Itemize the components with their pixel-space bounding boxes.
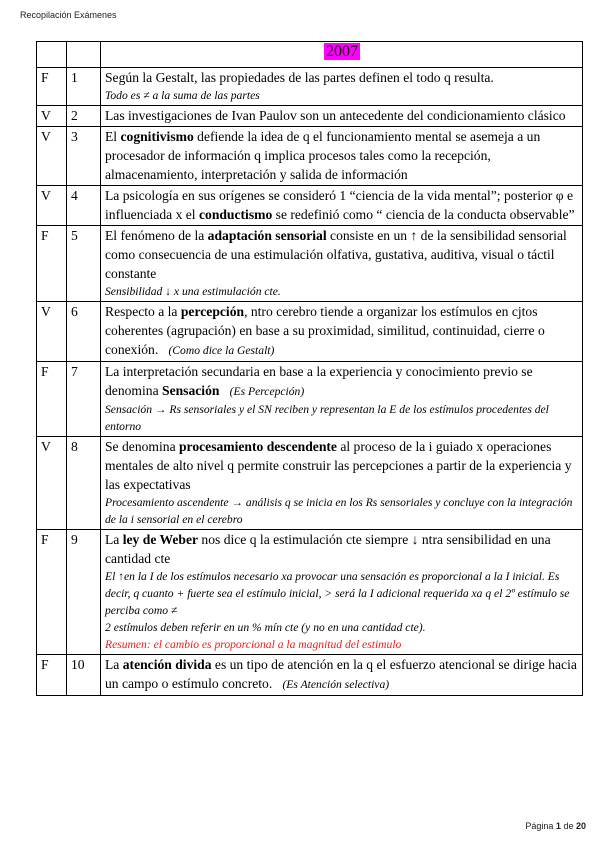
explanation-note: Todo es ≠ a la suma de las partes: [105, 89, 260, 102]
question-number: 8: [67, 437, 101, 530]
explanation-note: Procesamiento ascendente → análisis q se inicia en los Rs sensoriales y concluye con la integración de la i sensorial en el cerebro: [105, 496, 573, 526]
statement-pre: La psicología en sus orígenes se consideró 1 “ciencia de la vida mental”; posterior φ e influenciada x el: [105, 188, 573, 222]
statement-text: [105, 655, 579, 694]
question-row: [37, 127, 583, 186]
statement-pre: Respecto a la: [105, 304, 181, 319]
question-number: 5: [67, 226, 101, 302]
statement-keyword: ley de Weber: [122, 532, 199, 547]
summary-note: Resumen: el cambio es proporcional a la magnitud del estimulo: [105, 638, 402, 651]
question-row: [37, 530, 583, 655]
statement-post: es un tipo de atención en la q el esfuerzo atencional se dirige hacia un campo o estímulo concreto.: [105, 657, 577, 691]
explanation-note: Sensibilidad ↓ x una estimulación cte.: [105, 285, 281, 298]
question-number: 9: [67, 530, 101, 655]
statement-text: [105, 530, 579, 568]
answer-cell: V: [37, 302, 67, 362]
inline-correction-note: (Es Percepción): [229, 385, 305, 398]
statement-text: [105, 106, 579, 125]
question-row: [37, 362, 583, 437]
statement-pre: Según la Gestalt, las propiedades de las partes definen el todo q resulta.: [105, 70, 494, 85]
answer-cell: F: [37, 226, 67, 302]
statement-pre: Se denomina: [105, 439, 179, 454]
question-row: [37, 655, 583, 696]
page-number: 1: [555, 821, 561, 831]
question-number: 7: [67, 362, 101, 437]
statement-text: [105, 362, 579, 401]
statement-keyword: conductismo: [198, 207, 273, 222]
statement-pre: El fenómeno de la: [105, 228, 208, 243]
question-statement: [101, 302, 583, 362]
statement-text: [105, 437, 579, 494]
answer-cell: V: [37, 186, 67, 226]
statement-post: se redefinió como “ ciencia de la conducta observable”: [272, 207, 575, 222]
statement-keyword: percepción: [180, 304, 245, 319]
answer-cell: F: [37, 655, 67, 696]
question-statement: [101, 106, 583, 127]
question-statement: [101, 127, 583, 186]
question-number: 3: [67, 127, 101, 186]
question-statement: [101, 655, 583, 696]
statement-text: [105, 226, 579, 283]
statement-pre: Las investigaciones de Ivan Paulov son un antecedente del condicionamiento clásico: [105, 108, 566, 123]
question-number: 6: [67, 302, 101, 362]
question-number: 4: [67, 186, 101, 226]
inline-correction-note: (Como dice la Gestalt): [168, 344, 275, 357]
statement-pre: El: [105, 129, 121, 144]
statement-post: defiende la idea de q el funcionamiento mental se asemeja a un procesador de información q implica procesos tales como la recepción, almacenamiento, interpretación y salida de información: [105, 129, 541, 182]
question-row: [37, 68, 583, 106]
explanation-note: 2 estímulos deben referir en un % mín cte (y no en una cantidad cte).: [105, 621, 426, 634]
question-row: [37, 106, 583, 127]
question-statement: [101, 226, 583, 302]
answer-cell: F: [37, 362, 67, 437]
page-footer: [525, 821, 586, 831]
answer-cell: F: [37, 530, 67, 655]
statement-pre: La: [105, 532, 123, 547]
statement-text: [105, 302, 579, 360]
answer-cell: V: [37, 437, 67, 530]
statement-post: consiste en un ↑ de la sensibilidad sensorial como consecuencia de una estimulación olfativa, gustativa, auditiva, visual o táctil constante: [105, 228, 567, 281]
statement-pre: La interpretación secundaria en base a la experiencia y conocimiento previo se denomina: [105, 364, 533, 398]
page-word: Página: [525, 821, 554, 831]
exam-table: [36, 41, 583, 696]
answer-cell: F: [37, 68, 67, 106]
statement-text: [105, 186, 579, 224]
question-statement: [101, 530, 583, 655]
statement-post: nos dice q la estimulación cte siempre ↓ ntra sensibilidad en una cantidad cte: [105, 532, 551, 566]
question-number: 2: [67, 106, 101, 127]
exam-year: 2007: [326, 43, 358, 60]
statement-keyword: Sensación: [162, 383, 220, 398]
statement-keyword: adaptación sensorial: [207, 228, 327, 243]
statement-text: [105, 68, 579, 87]
explanation-note: Sensación → Rs sensoriales y el SN reciben y representan la E de los estímulos procedentes del entorno: [105, 403, 549, 433]
question-statement: [101, 437, 583, 530]
statement-post: al proceso de la i guiado x operaciones mentales de alto nivel q permite construir las percepciones a partir de la experiencia y las expectativas: [105, 439, 572, 492]
question-number: 1: [67, 68, 101, 106]
year-row: [37, 42, 583, 68]
question-statement: [101, 68, 583, 106]
answer-cell: V: [37, 127, 67, 186]
statement-keyword: atención divida: [122, 657, 212, 672]
question-number: 10: [67, 655, 101, 696]
statement-keyword: procesamiento descendente: [179, 439, 337, 454]
statement-keyword: cognitivismo: [120, 129, 194, 144]
explanation-note: El ↑en la I de los estímulos necesario xa provocar una sensación es proporcional a la I inicial. Es decir, q cuanto + fuerte sea el estímulo inicial, > será la I adicional requerida xa q el 2º estímulo se perciba como ≠: [105, 570, 570, 617]
document-header: Recopilación Exámenes: [20, 10, 117, 20]
total-pages: 20: [575, 821, 586, 831]
question-row: [37, 302, 583, 362]
statement-pre: La: [105, 657, 123, 672]
question-row: [37, 437, 583, 530]
question-row: [37, 186, 583, 226]
question-row: [37, 226, 583, 302]
statement-text: [105, 127, 579, 184]
statement-post: , ntro cerebro tiende a organizar los estímulos en cjtos coherentes (agrupación) en base a su proximidad, similitud, continuidad, cierre o conexión.: [105, 304, 545, 357]
question-statement: [101, 186, 583, 226]
of-word: de: [563, 821, 574, 831]
question-statement: [101, 362, 583, 437]
inline-correction-note: (Es Atención selectiva): [282, 678, 390, 691]
answer-cell: V: [37, 106, 67, 127]
